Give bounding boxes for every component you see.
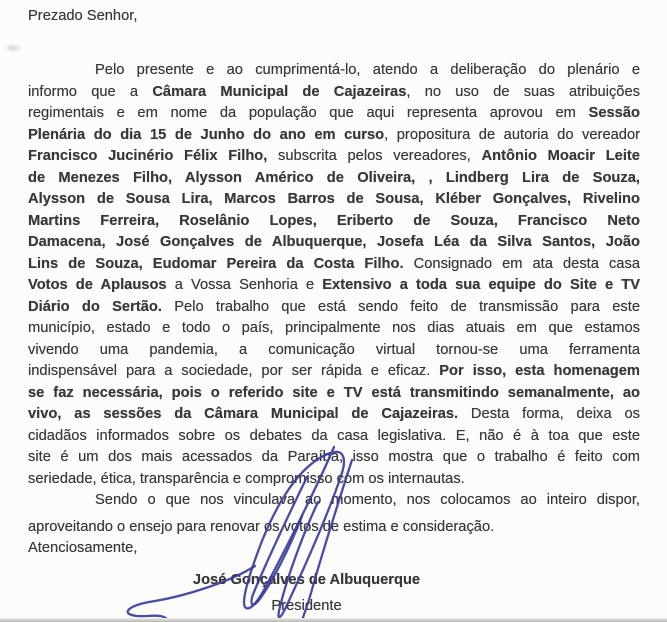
closing: Atenciosamente, xyxy=(28,540,138,556)
text-run: site é um dos mais acessados da Paraíba, isso mostra que o trabalho é feito com xyxy=(28,449,640,465)
text-run: regimentais e em nome da população que aqui representa aprovou em xyxy=(28,105,589,121)
bold-text-run: Martins Ferreira, Roselânio Lopes, Eriberto de Souza, Francisco Neto xyxy=(28,212,640,229)
bold-text-run: de Menezes Filho, Alysson Américo de Oliveira, , Lindberg Lira de Souza, xyxy=(28,169,640,186)
bold-text-run: Antônio Moacir Leite xyxy=(481,148,640,164)
text-run: cidadãos informados sobre os debates da casa legislativa. E, não é à toa que este xyxy=(28,427,640,444)
letter-body xyxy=(28,60,640,538)
bold-text-run: Por isso, esta homenagem xyxy=(439,363,640,379)
text-line xyxy=(28,517,640,539)
signer-title: Presidente xyxy=(271,598,342,614)
bold-text-run: Diário do Sertão. xyxy=(28,298,162,315)
text-run: município, estado e todo o país, principalmente nos dias atuais em que estamos xyxy=(28,320,640,336)
text-run: Pelo presente e ao cumprimentá-lo, atendo a deliberação do plenário e xyxy=(95,62,640,78)
text-line xyxy=(28,82,640,104)
text-line xyxy=(28,211,640,233)
text-line xyxy=(28,103,640,125)
bold-text-run: Votos de Aplausos xyxy=(28,277,167,293)
bold-text-run: Extensivo a toda sua equipe do Site e TV xyxy=(322,277,640,293)
text-line xyxy=(28,361,640,383)
text-run: a Vossa Senhoria e xyxy=(166,277,323,293)
text-line xyxy=(28,168,640,190)
text-line xyxy=(28,297,640,319)
text-run: Pelo trabalho que está sendo feito de transmissão para este xyxy=(161,298,640,315)
text-run: informo que a xyxy=(28,83,153,100)
bold-text-run: Lins de Souza, Eudomar Pereira da Costa Filho. xyxy=(28,255,404,272)
bold-text-run: Plenária do dia 15 de Junho do ano em curso xyxy=(28,126,385,143)
text-run: subscrita pelos vereadores, xyxy=(267,148,482,164)
text-run: aproveitando o ensejo para renovar os votos de estima e consideração. xyxy=(28,518,495,535)
text-line xyxy=(28,60,640,82)
bold-text-run: Câmara Municipal de Cajazeiras xyxy=(152,83,407,100)
bold-text-run: Alysson de Sousa Lira, Marcos Barros de Sousa, Kléber Gonçalves, Rivelino xyxy=(28,191,640,207)
text-line xyxy=(28,404,640,426)
text-line xyxy=(28,383,640,405)
signature-block xyxy=(28,571,585,614)
salutation: Prezado Senhor, xyxy=(28,8,138,24)
text-line xyxy=(28,125,640,147)
text-line xyxy=(28,490,640,512)
scan-bottom-edge xyxy=(0,618,667,622)
text-run: seriedade, ética, transparência e compromisso com os internautas. xyxy=(28,470,465,487)
text-run: , no uso de suas atribuições xyxy=(406,83,640,100)
text-line xyxy=(28,146,640,168)
text-run: Consignado em ata desta casa xyxy=(403,255,640,272)
text-run: , propositura de autoria do vereador xyxy=(384,126,640,143)
bold-text-run: se faz necessária, pois o referido site e TV está transmitindo semanalmente, ao xyxy=(28,384,640,401)
text-line xyxy=(28,275,640,297)
scan-smudge xyxy=(4,44,22,52)
text-run: Desta forma, deixa os xyxy=(458,406,640,422)
text-line xyxy=(28,469,640,491)
text-line xyxy=(28,232,640,254)
text-run: indispensável para a sociedade, por ser rápida e eficaz. xyxy=(28,363,440,379)
text-line xyxy=(28,340,640,362)
text-line xyxy=(28,447,640,469)
text-line xyxy=(28,426,640,448)
text-line xyxy=(28,318,640,340)
bold-text-run: Damacena, José Gonçalves de Albuquerque, Josefa Léa da Silva Santos, João xyxy=(28,234,640,250)
bold-text-run: Sessão xyxy=(588,105,640,121)
text-line xyxy=(28,254,640,276)
signer-name: José Gonçalves de Albuquerque xyxy=(192,572,421,588)
bold-text-run: vivo, as sessões da Câmara Municipal de Cajazeiras. xyxy=(28,406,459,422)
text-run: vivendo uma pandemia, a comunicação virtual tornou-se uma ferramenta xyxy=(28,341,640,358)
text-line xyxy=(28,189,640,211)
text-run: Sendo o que nos vinculava ao momento, nos colocamos ao inteiro dispor, xyxy=(95,492,640,508)
bold-text-run: Francisco Jucinério Félix Filho, xyxy=(28,148,268,164)
